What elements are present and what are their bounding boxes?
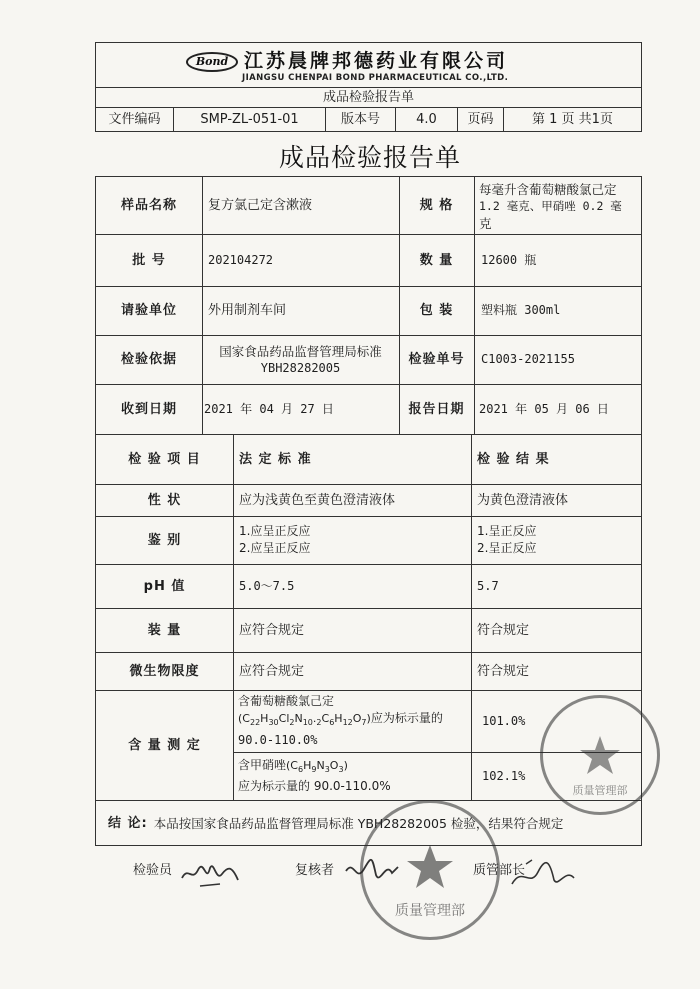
batch-value: 202104272 bbox=[208, 252, 274, 267]
received-label: 收到日期 bbox=[120, 401, 177, 417]
assay-standard-1 bbox=[238, 691, 470, 751]
test-standard: 应符合规定 bbox=[239, 663, 305, 679]
quantity-value: 12600 瓶 bbox=[481, 252, 537, 267]
report-no-value: C1003-2021155 bbox=[481, 352, 575, 366]
test-standard: 5.0～7.5 bbox=[239, 578, 295, 593]
page-label: 页码 bbox=[458, 108, 504, 132]
svg-text:质量管理部: 质量管理部 bbox=[572, 784, 628, 797]
test-item: 装 量 bbox=[147, 622, 182, 638]
dept-value: 外用制剂车间 bbox=[208, 303, 287, 318]
col-item-header: 检 验 项 目 bbox=[128, 451, 201, 467]
spec-line-2: 1.2 毫克、甲硝唑 0.2 毫 bbox=[479, 199, 622, 213]
received-value: 2021 年 04 月 27 日 bbox=[204, 401, 334, 416]
spec-line-3: 克 bbox=[479, 216, 492, 231]
col-divider bbox=[202, 177, 203, 434]
company-banner bbox=[96, 43, 641, 87]
test-result: 符合规定 bbox=[477, 622, 530, 638]
sample-name-value: 复方氯己定含漱液 bbox=[208, 198, 313, 213]
report-no-label: 检验单号 bbox=[408, 352, 465, 367]
document-header bbox=[95, 42, 642, 132]
col-result-header: 检 验 结 果 bbox=[477, 451, 550, 467]
assay-standard-2-text: 含甲硝唑 bbox=[238, 757, 287, 772]
inspector-label: 检验员 bbox=[133, 863, 173, 878]
doc-code-value: SMP-ZL-051-01 bbox=[174, 108, 326, 132]
svg-text:质量管理部: 质量管理部 bbox=[395, 903, 465, 919]
conclusion-label: 结 论: bbox=[108, 815, 148, 831]
test-standard: 应为浅黄色至黄色澄清液体 bbox=[239, 492, 396, 508]
test-result: 5.7 bbox=[477, 578, 499, 593]
assay-result-2: 102.1% bbox=[482, 768, 526, 783]
form-title: 成品检验报告单 bbox=[96, 87, 641, 108]
col-standard-header: 法 定 标 准 bbox=[239, 451, 312, 467]
spec-value bbox=[479, 179, 641, 234]
test-result-line: 1.呈正反应 bbox=[477, 524, 537, 538]
assay-standard-1-line: 90.0-110.0% bbox=[238, 732, 318, 747]
assay-standard-2-line: 应为标示量的 90.0-110.0% bbox=[238, 779, 391, 794]
formula-metronidazole: $(C_6H_9N_3O_3)$ bbox=[286, 758, 348, 775]
inspector-signature bbox=[180, 858, 242, 895]
version-label: 版本号 bbox=[326, 108, 396, 132]
page-title: 成品检验报告单 bbox=[278, 143, 461, 172]
basis-line-1: 国家食品药品监督管理局标准 bbox=[219, 343, 382, 359]
test-standard-line: 2.应呈正反应 bbox=[239, 541, 311, 555]
spec-label: 规 格 bbox=[419, 198, 454, 213]
basis-label: 检验依据 bbox=[120, 352, 177, 367]
test-item: pH 值 bbox=[143, 578, 186, 594]
assay-standard-1-line bbox=[238, 710, 443, 731]
test-result bbox=[477, 516, 639, 564]
report-date-value: 2021 年 05 月 06 日 bbox=[479, 401, 609, 416]
col-divider bbox=[471, 434, 472, 800]
spec-line-1: 每毫升含葡萄糖酸氯己定 bbox=[479, 182, 617, 197]
test-standard-line: 1.应呈正反应 bbox=[239, 524, 311, 538]
package-label: 包 装 bbox=[419, 303, 454, 318]
report-date-label: 报告日期 bbox=[408, 401, 465, 417]
company-logo: Bond bbox=[186, 52, 238, 72]
quantity-label: 数 量 bbox=[419, 252, 454, 268]
qa-head-label: 质管部长 bbox=[473, 863, 526, 878]
page-value: 第 1 页 共1页 bbox=[532, 112, 613, 127]
qa-department-stamp bbox=[360, 800, 500, 940]
batch-label: 批 号 bbox=[132, 252, 166, 268]
col-divider bbox=[233, 434, 234, 800]
doc-code-label: 文件编码 bbox=[96, 108, 174, 132]
formula-chlorhexidine: $(C_{22}H_{30}Cl_2N_{10}._2C_6H_{12}O_7)$ bbox=[238, 712, 371, 728]
basis-line-2: YBH28282005 bbox=[260, 360, 341, 375]
qa-head-signature bbox=[508, 858, 578, 896]
assay-standard-1-line: 含葡萄糖酸氯己定 bbox=[238, 694, 335, 709]
conclusion-text: 本品按国家食品药品监督管理局标准 YBH28282005 检验，结果符合规定 bbox=[153, 815, 564, 831]
assay-standard-2 bbox=[238, 753, 470, 799]
version-value: 4.0 bbox=[396, 108, 458, 132]
company-seal-stamp bbox=[540, 695, 660, 815]
test-standard: 应符合规定 bbox=[239, 622, 305, 638]
dept-label: 请验单位 bbox=[120, 303, 177, 318]
assay-standard-1-text: 应为标示量的 bbox=[370, 711, 443, 726]
test-result: 为黄色澄清液体 bbox=[477, 492, 569, 508]
company-name-en: JIANGSU CHENPAI BOND PHARMACEUTICAL CO.,LTD. bbox=[242, 73, 509, 83]
test-result-line: 2.呈正反应 bbox=[477, 541, 537, 555]
assay-standard-2-line bbox=[238, 757, 348, 778]
document-info-row bbox=[96, 108, 641, 132]
assay-result-1: 101.0% bbox=[482, 713, 526, 728]
basis-value bbox=[202, 335, 399, 384]
test-result: 符合规定 bbox=[477, 663, 530, 679]
reviewer-label: 复核者 bbox=[295, 863, 335, 878]
test-item: 性 状 bbox=[147, 492, 182, 508]
assay-item: 含 量 测 定 bbox=[128, 737, 201, 753]
test-standard bbox=[239, 516, 469, 564]
sample-name-label: 样品名称 bbox=[120, 198, 177, 213]
test-item: 微生物限度 bbox=[129, 663, 200, 679]
test-item: 鉴 别 bbox=[147, 532, 182, 548]
company-name-cn: 江苏晨牌邦德药业有限公司 bbox=[244, 50, 509, 72]
package-value: 塑料瓶 300ml bbox=[481, 303, 561, 317]
col-divider bbox=[474, 177, 475, 434]
